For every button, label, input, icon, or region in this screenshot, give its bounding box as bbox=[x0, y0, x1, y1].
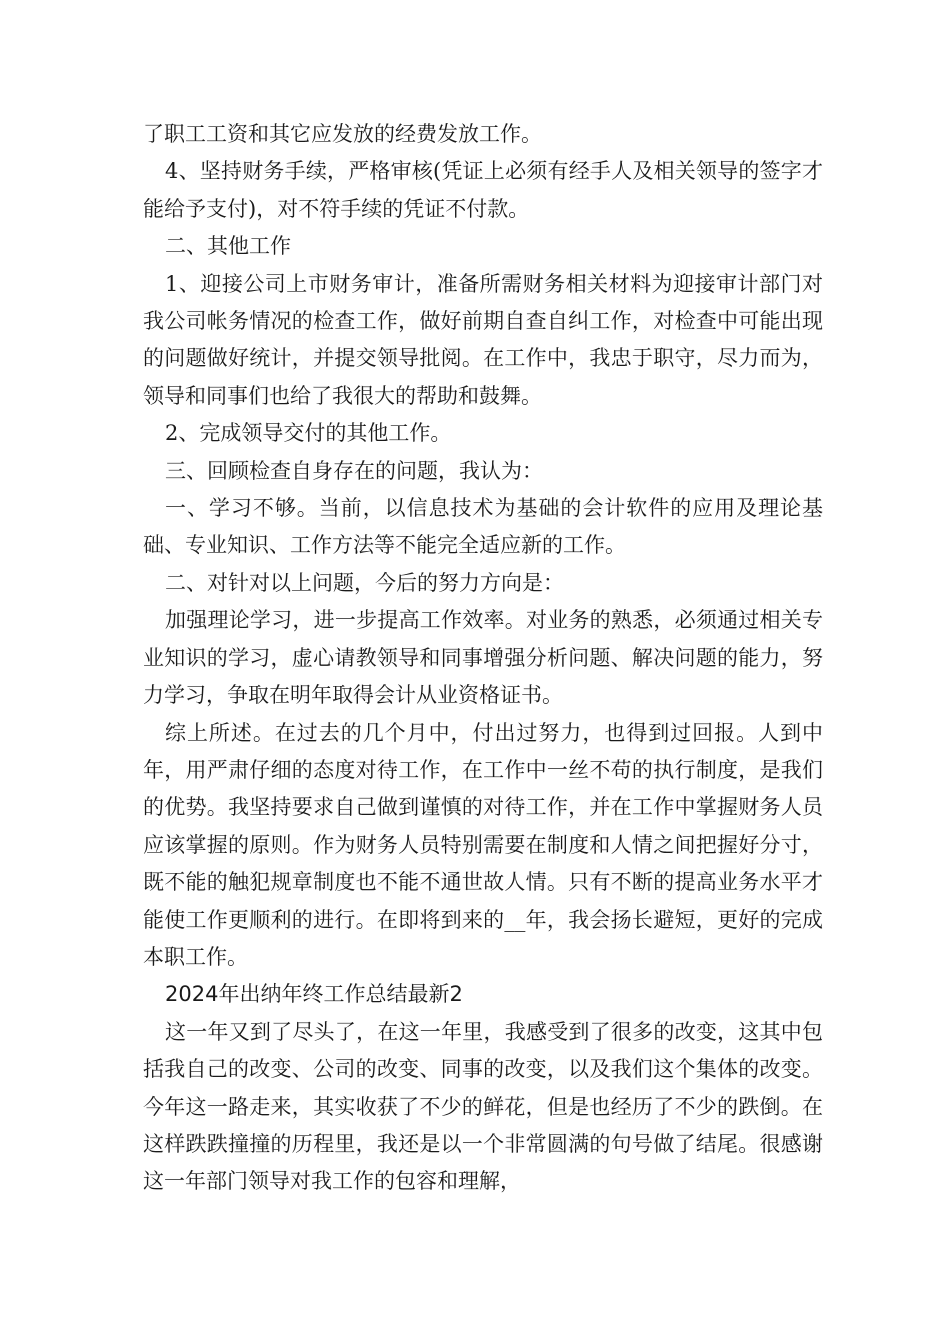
section-heading-other-work: 二、其他工作 bbox=[165, 234, 291, 259]
section-heading-direction: 二、对针对以上问题，今后的努力方向是： bbox=[165, 570, 564, 595]
document-body bbox=[143, 116, 823, 1201]
section-title: 2024年出纳年终工作总结最新2 bbox=[165, 982, 463, 1007]
paragraph-audit: 1、迎接公司上市财务审计，准备所需财务相关材料为迎接审计部门对我公司帐务情况的检查工作，做好前期自查自纠工作，对检查中可能出现的问题做好统计，并提交领导批阅。在工作中，我忠于职守，尽力而为，领导和同事们也给了我很大的帮助和鼓舞。 bbox=[143, 271, 823, 408]
paragraph-learning: 一、学习不够。当前，以信息技术为基础的会计软件的应用及理论基础、专业知识、工作方法等不能完全适应新的工作。 bbox=[143, 496, 823, 558]
paragraph-continuation: 了职工工资和其它应发放的经费发放工作。 bbox=[143, 122, 542, 146]
paragraph-summary: 综上所述。在过去的几个月中，付出过努力，也得到过回报。人到中年，用严肃仔细的态度对待工作，在工作中一丝不苟的执行制度，是我们的优势。我坚持要求自己做到谨慎的对待工作，并在工作中掌握财务人员应该掌握的原则。作为财务人员特别需要在制度和人情之间把握好分寸，既不能的触犯规章制度也不能不通世故人情。只有不断的提高业务水平才能使工作更顺利的进行。在即将到来的__年，我会扬长避短，更好的完成本职工作。 bbox=[143, 720, 823, 969]
paragraph-other-tasks: 2、完成领导交付的其他工作。 bbox=[165, 421, 452, 446]
paragraph-theory-study: 加强理论学习，进一步提高工作效率。对业务的熟悉，必须通过相关专业知识的学习，虚心请教领导和同事增强分析问题、解决问题的能力，努力学习，争取在明年取得会计从业资格证书。 bbox=[143, 608, 823, 708]
section-heading-review: 三、回顾检查自身存在的问题，我认为： bbox=[165, 458, 543, 483]
paragraph-year-review: 这一年又到了尽头了，在这一年里，我感受到了很多的改变，这其中包括我自己的改变、公司的改变、同事的改变，以及我们这个集体的改变。今年这一路走来，其实收获了不少的鲜花，但是也经历了不少的跌倒。在这样跌跌撞撞的历程里，我还是以一个非常圆满的句号做了结尾。很感谢这一年部门领导对我工作的包容和理解， bbox=[143, 1019, 823, 1194]
paragraph-item-4: 4、坚持财务手续，严格审核(凭证上必须有经手人及相关领导的签字才能给予支付)，对不符手续的凭证不付款。 bbox=[143, 159, 823, 221]
